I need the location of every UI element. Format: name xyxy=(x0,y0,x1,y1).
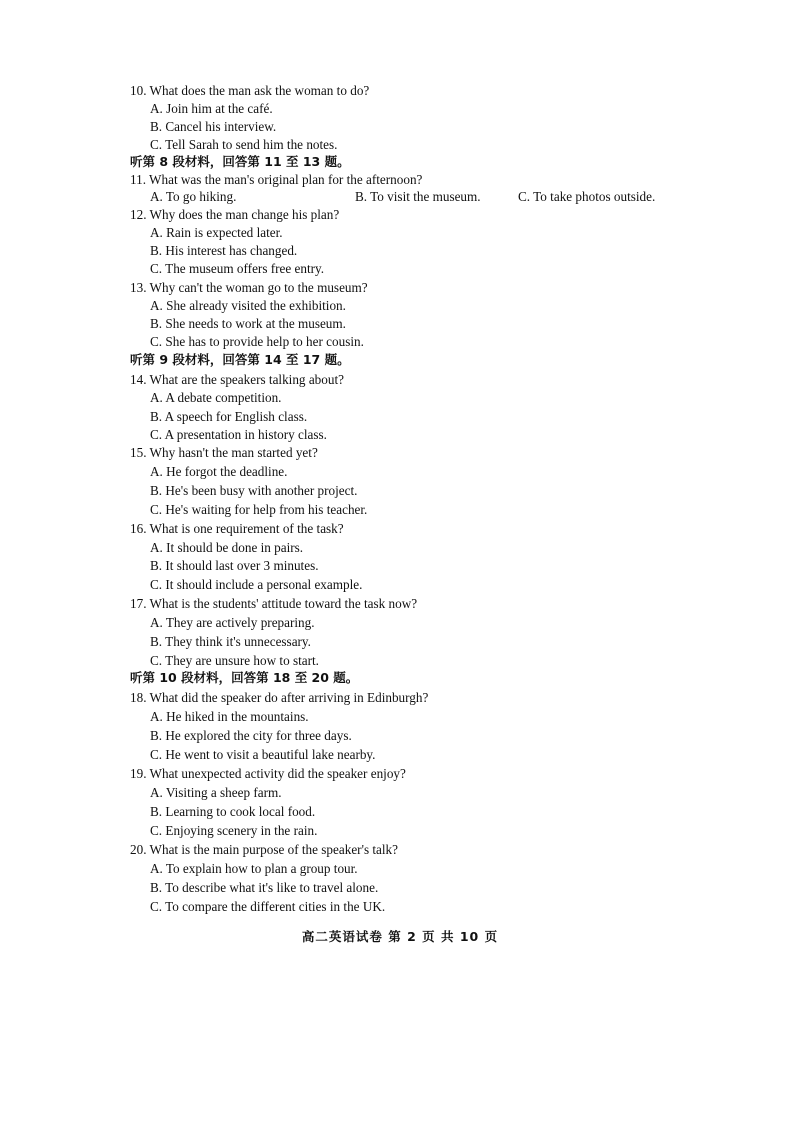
option-17c: C. They are unsure how to start. xyxy=(150,653,319,668)
question-10: 10. What does the man ask the woman to do? xyxy=(130,83,370,98)
option-14a: A. A debate competition. xyxy=(150,390,282,405)
option-11c: C. To take photos outside. xyxy=(518,189,656,204)
option-20b: B. To describe what it's like to travel alone. xyxy=(150,880,379,895)
section-heading-8: 听第 8 段材料，回答第 11 至 13 题。 xyxy=(130,154,350,169)
section-heading-10: 听第 10 段材料，回答第 18 至 20 题。 xyxy=(130,670,359,685)
option-12a: A. Rain is expected later. xyxy=(150,225,283,240)
option-10b: B. Cancel his interview. xyxy=(150,119,277,134)
question-20: 20. What is the main purpose of the speaker's talk? xyxy=(130,842,399,857)
option-10c: C. Tell Sarah to send him the notes. xyxy=(150,137,338,152)
option-16a: A. It should be done in pairs. xyxy=(150,540,304,555)
question-11: 11. What was the man's original plan for the afternoon? xyxy=(130,172,423,187)
option-15a: A. He forgot the deadline. xyxy=(150,464,288,479)
option-14b: B. A speech for English class. xyxy=(150,409,308,424)
option-13b: B. She needs to work at the museum. xyxy=(150,316,346,331)
option-19c: C. Enjoying scenery in the rain. xyxy=(150,823,318,838)
option-12c: C. The museum offers free entry. xyxy=(150,261,325,276)
question-19: 19. What unexpected activity did the speaker enjoy? xyxy=(130,766,406,781)
question-13: 13. Why can't the woman go to the museum? xyxy=(130,280,368,295)
question-15: 15. Why hasn't the man started yet? xyxy=(130,445,318,460)
option-13a: A. She already visited the exhibition. xyxy=(150,298,346,313)
page-footer: 高二英语试卷 第 2 页 共 10 页 xyxy=(301,929,499,944)
question-14: 14. What are the speakers talking about? xyxy=(130,372,344,387)
option-15b: B. He's been busy with another project. xyxy=(150,483,358,498)
option-13c: C. She has to provide help to her cousin. xyxy=(150,334,364,349)
option-18c: C. He went to visit a beautiful lake nearby. xyxy=(150,747,376,762)
option-18b: B. He explored the city for three days. xyxy=(150,728,352,743)
section-heading-9: 听第 9 段材料，回答第 14 至 17 题。 xyxy=(130,352,350,367)
question-16: 16. What is one requirement of the task? xyxy=(130,521,344,536)
option-19b: B. Learning to cook local food. xyxy=(150,804,316,819)
option-18a: A. He hiked in the mountains. xyxy=(150,709,309,724)
option-11b: B. To visit the museum. xyxy=(355,189,481,204)
question-17: 17. What is the students' attitude toward the task now? xyxy=(130,596,418,611)
option-17a: A. They are actively preparing. xyxy=(150,615,315,630)
option-20a: A. To explain how to plan a group tour. xyxy=(150,861,358,876)
option-15c: C. He's waiting for help from his teacher. xyxy=(150,502,368,517)
option-14c: C. A presentation in history class. xyxy=(150,427,327,442)
option-17b: B. They think it's unnecessary. xyxy=(150,634,311,649)
option-20c: C. To compare the different cities in the UK. xyxy=(150,899,386,914)
option-10a: A. Join him at the café. xyxy=(150,101,273,116)
question-18: 18. What did the speaker do after arriving in Edinburgh? xyxy=(130,690,429,705)
option-12b: B. His interest has changed. xyxy=(150,243,298,258)
question-12: 12. Why does the man change his plan? xyxy=(130,207,340,222)
option-19a: A. Visiting a sheep farm. xyxy=(150,785,282,800)
option-16b: B. It should last over 3 minutes. xyxy=(150,558,319,573)
option-16c: C. It should include a personal example. xyxy=(150,577,363,592)
option-row-11 xyxy=(150,188,680,206)
option-11a: A. To go hiking. xyxy=(150,189,237,204)
